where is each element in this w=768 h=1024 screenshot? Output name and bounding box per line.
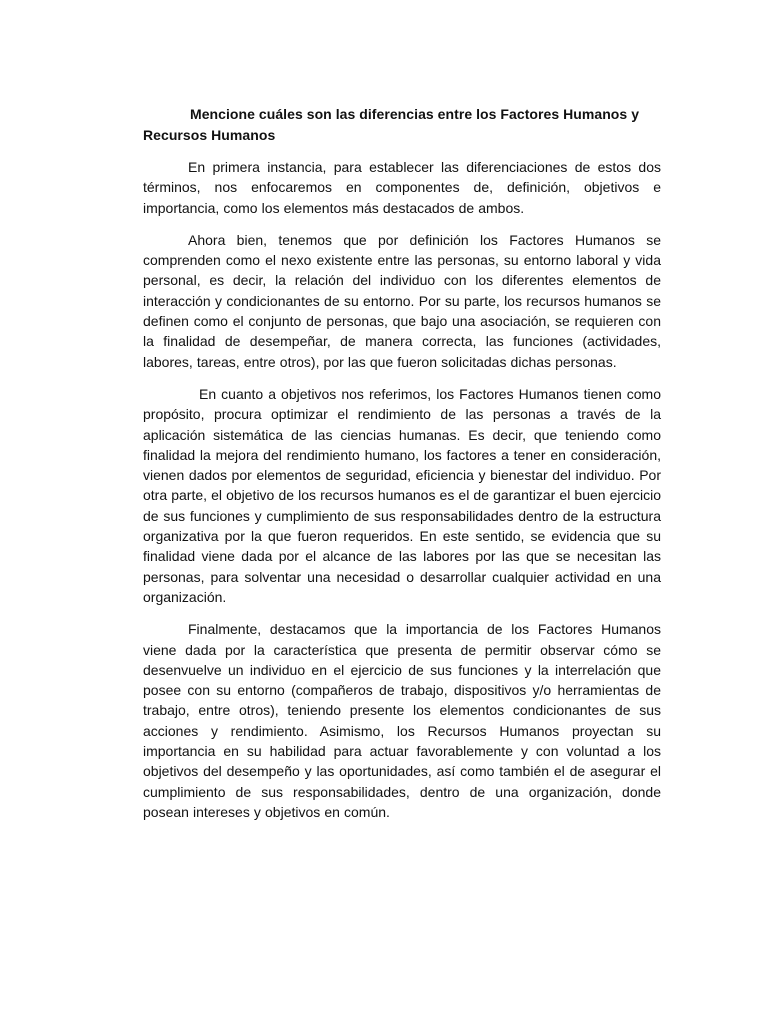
paragraph-introduction: En primera instancia, para establecer las diferenciaciones de estos dos términos, nos enfocaremos en componentes de, definición, objetivos e importancia, como los elementos más destacados de ambos.	[143, 159, 661, 216]
document-title: Mencione cuáles son las diferencias entre los Factores Humanos y Recursos Humanos	[143, 106, 640, 143]
paragraph-definition: Ahora bien, tenemos que por definición los Factores Humanos se comprenden como el nexo existente entre las personas, su entorno laboral y vida personal, es decir, la relación del individuo con los diferentes elementos de interacción y condicionantes de su entorno. Por su parte, los recursos humanos se definen como el conjunto de personas, que bajo una asociación, se requieren con la finalidad de desempeñar, de manera correcta, las funciones (actividades, labores, tareas, entre otros), por las que fueron solicitadas dichas personas.	[143, 231, 661, 370]
document-page	[143, 104, 661, 822]
paragraph-importance: Finalmente, destacamos que la importancia de los Factores Humanos viene dada por la característica que presenta de permitir observar cómo se desenvuelve un individuo en el ejercicio de sus funciones y la interrelación que posee con su entorno (compañeros de trabajo, dispositivos y/o herramientas de trabajo, entre otros), teniendo presente los elementos condicionantes de sus acciones y rendimiento. Asimismo, los Recursos Humanos proyectan su importancia en su habilidad para actuar favorablemente y con voluntad a los objetivos del desempeño y las oportunidades, así como también el de asegurar el cumplimiento de sus responsabilidades, dentro de una organización, donde posean intereses y objetivos en común.	[143, 621, 661, 820]
paragraph-objectives: En cuanto a objetivos nos referimos, los Factores Humanos tienen como propósito, procura optimizar el rendimiento de las personas a través de la aplicación sistemática de las ciencias humanas. Es decir, que teniendo como finalidad la mejora del rendimiento humano, los factores a tener en consideración, vienen dados por elementos de seguridad, eficiencia y bienestar del individuo. Por otra parte, el objetivo de los recursos humanos es el de garantizar el buen ejercicio de sus funciones y cumplimiento de sus responsabilidades dentro de la estructura organizativa por la que fueron requeridos. En este sentido, se evidencia que su finalidad viene dada por el alcance de las labores por las que se necesitan las personas, para solventar una necesidad o desarrollar cualquier actividad en una organización.	[143, 385, 661, 605]
